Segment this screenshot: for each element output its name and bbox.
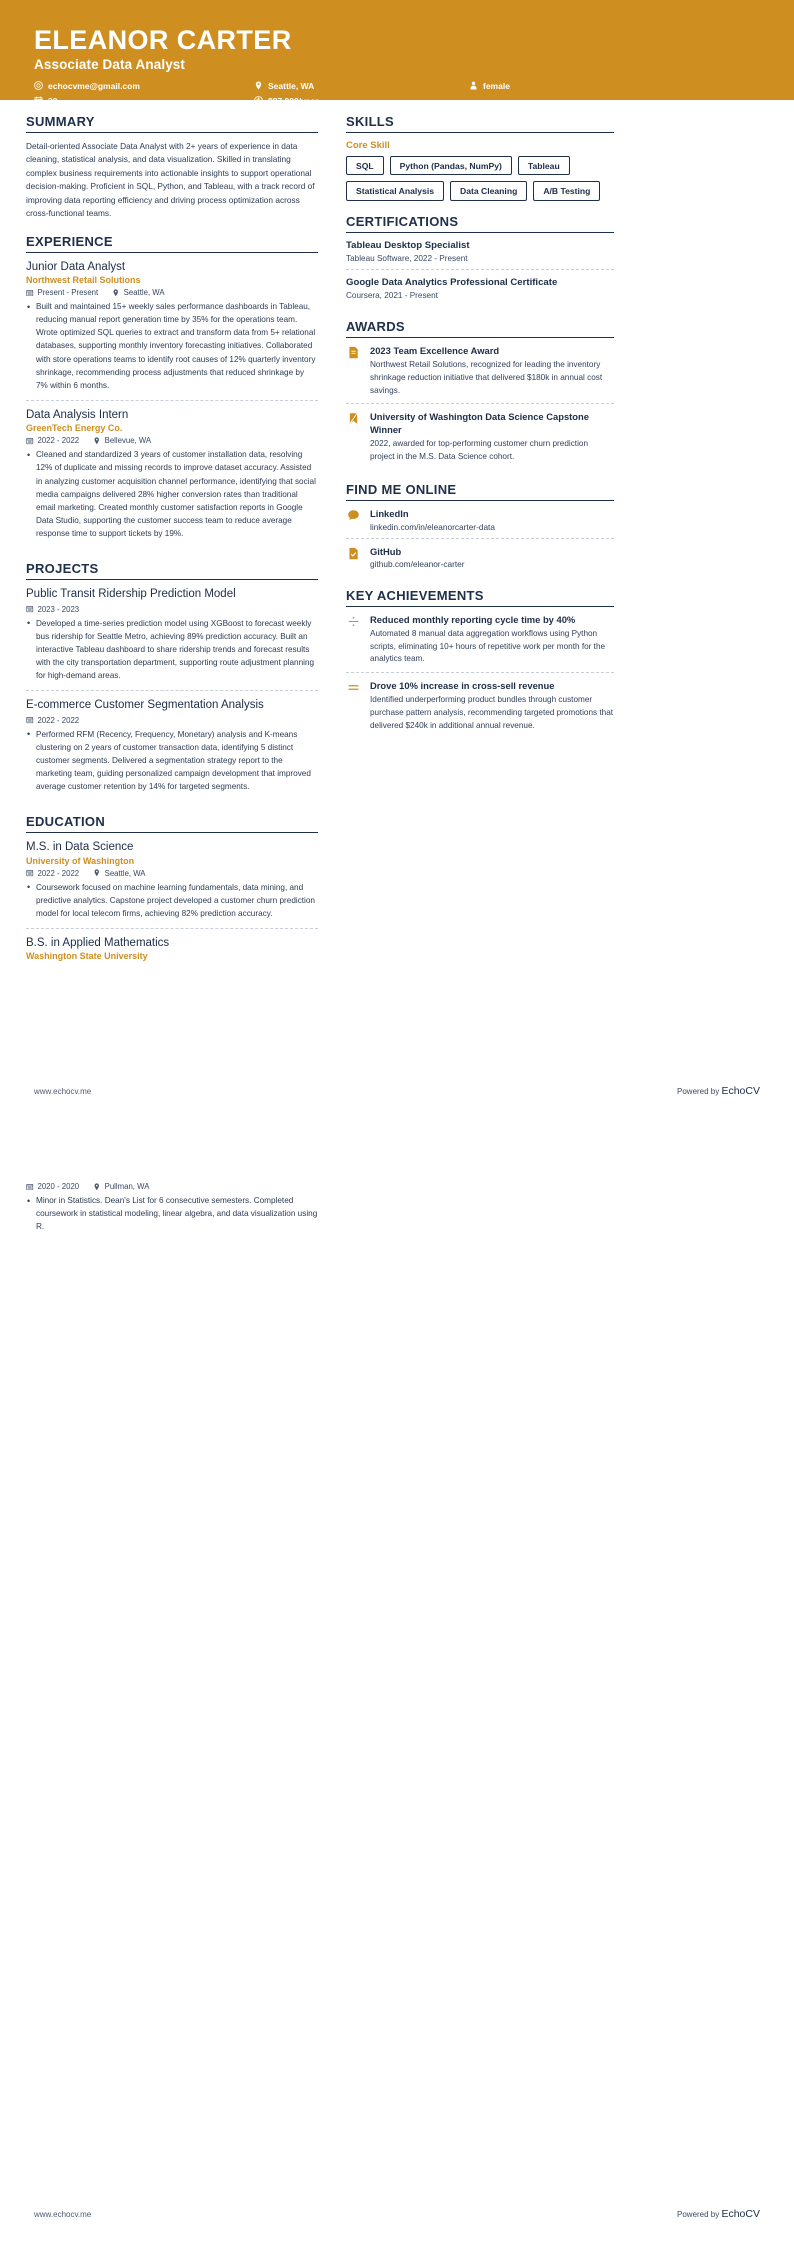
achievement-item [346, 680, 614, 738]
entry-dates [26, 1182, 79, 1191]
page-footer [0, 2208, 794, 2220]
contact-age [34, 96, 254, 106]
entry-location-text: Bellevue, WA [104, 436, 152, 446]
entry-org: University of Washington [26, 855, 135, 866]
divide-icon [346, 614, 361, 666]
resume-page-2 [0, 1123, 794, 2246]
certification-issuer: Tableau Software, 2022 - Present [346, 253, 468, 263]
find-me-online-heading: FIND ME ONLINE [346, 482, 457, 498]
summary-heading: SUMMARY [26, 114, 95, 129]
skill-chip: A/B Testing [533, 181, 600, 200]
footer-brand [677, 2208, 760, 2220]
page-title: ELEANOR CARTER [34, 25, 292, 55]
divider [346, 672, 614, 673]
person-icon [469, 81, 478, 90]
resume-body [0, 100, 794, 981]
entry-dates-text: 2023 - 2023 [37, 604, 80, 614]
contact-age-text: 30 [48, 95, 58, 106]
divider [26, 832, 318, 833]
entry-dates-text: 2022 - 2022 [37, 715, 80, 725]
bullet: • Performed RFM (Recency, Frequency, Monetary) analysis and K-means clustering on 2 years of customer transaction data, identifying 5 distinct customer segments. Delivered a segmentation strategy report to the marketing team, guiding personalized campaign development that improved average customer retention by 14% for targeted segments. [26, 728, 318, 794]
online-profile-body [370, 508, 614, 531]
entry-org: GreenTech Energy Co. [26, 423, 123, 434]
entry-location-text: Seattle, WA [104, 868, 146, 878]
entry-dates-text: 2022 - 2022 [37, 868, 80, 878]
money-icon [254, 96, 263, 105]
contact-email-text: echocvme@gmail.com [48, 80, 140, 91]
achievement-name: Reduced monthly reporting cycle time by 40% [370, 613, 576, 625]
page-footer [0, 1085, 794, 1097]
footer-brand-prefix: Powered by [677, 1087, 722, 1096]
divider [26, 690, 318, 691]
contact-salary [254, 96, 469, 106]
entry-bullets [26, 1194, 318, 1233]
section-summary [26, 114, 318, 221]
section-certifications [346, 214, 614, 307]
award-description: 2022, awarded for top-performing customer churn prediction project in the M.S. Data Science cohort. [370, 438, 588, 461]
experience-entry [26, 260, 318, 400]
entry-location-text: Seattle, WA [123, 288, 165, 297]
document-check-icon [346, 546, 361, 569]
contact-salary-text: $97,000/year [268, 95, 319, 106]
award-name: 2023 Team Excellence Award [370, 345, 500, 357]
entry-role: Junior Data Analyst [26, 260, 126, 273]
ribbon-bookmark-icon [346, 411, 361, 463]
contact-gender [469, 81, 760, 91]
contact-location [254, 81, 469, 91]
divider [346, 232, 614, 233]
entry-role: Data Analysis Intern [26, 408, 129, 421]
online-profile-item[interactable] [346, 508, 614, 537]
footer-brand-name: EchoCV [721, 2208, 760, 2220]
entry-dates-text: Present - Present [37, 288, 99, 297]
online-profile-url[interactable]: github.com/eleanor-carter [370, 558, 465, 569]
skill-chip: SQL [346, 156, 384, 175]
section-find-me-online [346, 482, 614, 574]
section-key-achievements [346, 588, 614, 739]
email-icon [34, 81, 43, 90]
location-pin-icon [93, 1183, 101, 1191]
calendar-icon [26, 1183, 34, 1191]
achievement-body [370, 614, 614, 666]
certification-name: Tableau Desktop Specialist [346, 239, 470, 251]
calendar-icon [26, 869, 34, 877]
footer-website[interactable]: www.echocv.me [34, 1087, 92, 1096]
entry-location-text: Pullman, WA [104, 1182, 150, 1191]
right-column [346, 114, 614, 981]
skills-category-label: Core Skill [346, 140, 390, 151]
entry-org: Northwest Retail Solutions [26, 275, 141, 285]
divider [26, 579, 318, 580]
entry-location [93, 436, 151, 445]
education-entry-continued [26, 1182, 318, 1241]
entry-bullets [26, 300, 318, 392]
calendar-icon [26, 716, 34, 724]
entry-meta [26, 436, 318, 445]
calendar-icon [26, 289, 34, 297]
bullet: • Built and maintained 15+ weekly sales performance dashboards in Tableau, reducing manual report generation time by 35% for the operations team. Wrote optimized SQL queries to extract and transform data from 5+ relational databases, supporting monthly inventory forecasting initiatives. Collaborated with store operations teams to identify root causes of 12% quarterly inventory shrinkage, recommending process adjustments that reduced shrinkage by 7% within 6 months. [26, 300, 318, 392]
entry-meta [26, 288, 318, 297]
divider [26, 928, 318, 929]
location-pin-icon [112, 289, 120, 297]
equals-icon [346, 680, 361, 732]
education-entry [26, 936, 318, 968]
achievement-name: Drove 10% increase in cross-sell revenue [370, 680, 555, 692]
entry-dates [26, 605, 79, 614]
divider [346, 403, 614, 404]
bullet: • Cleaned and standardized 3 years of customer installation data, resolving 12% of duplicate and missing records to improve dataset accuracy. Assisted in analyzing customer acquisition channel performance, identifying that social media campaigns delivered 28% higher conversion rates than traditional email marketing. Created monthly customer satisfaction reports in Google Data Studio, supporting the customer success team to reduce average response time to support tickets by 19%. [26, 448, 318, 540]
experience-heading: EXPERIENCE [26, 233, 113, 249]
entry-role: B.S. in Applied Mathematics [26, 936, 170, 949]
skill-chip: Tableau [518, 156, 570, 175]
award-body [370, 345, 614, 397]
job-title: Associate Data Analyst [34, 56, 186, 72]
summary-text: Detail-oriented Associate Data Analyst with 2+ years of experience in data cleaning, statistical analysis, and data visualization. Skilled in translating complex business requirements into actionable insights to support operational decision-making. Proficient in SQL, Python, and Tableau, with a track record of improving data reporting efficiency and driving process optimization across cross-functional teams. [26, 141, 315, 219]
entry-dates-text: 2022 - 2022 [37, 436, 80, 446]
skill-chip-list [346, 156, 614, 201]
online-profile-body [370, 546, 614, 569]
footer-brand [677, 1085, 760, 1097]
certifications-heading: CERTIFICATIONS [346, 213, 459, 229]
entry-role: E-commerce Customer Segmentation Analysis [26, 699, 264, 712]
entry-location [93, 869, 145, 878]
skill-chip: Python (Pandas, NumPy) [390, 156, 512, 175]
award-name: University of Washington Data Science Capstone Winner [370, 411, 589, 435]
entry-meta [26, 716, 318, 725]
left-column [26, 114, 318, 981]
entry-bullets [26, 448, 318, 540]
online-profile-name: GitHub [370, 545, 402, 557]
bullet: • Minor in Statistics. Dean's List for 6 consecutive semesters. Completed coursework in statistical modeling, linear algebra, and data visualization using R. [26, 1194, 318, 1233]
section-skills [346, 114, 614, 201]
awards-heading: AWARDS [346, 319, 405, 335]
header-banner [0, 0, 794, 106]
calendar-icon [26, 437, 34, 445]
online-profile-name: LinkedIn [370, 508, 409, 520]
achievement-description: Identified underperforming product bundles through customer purchase pattern analysis, recommending targeted promotions that delivered $240k in additional annual revenue. [370, 695, 614, 730]
footer-brand-name: EchoCV [721, 1085, 760, 1097]
entry-location [93, 1182, 149, 1191]
divider [346, 132, 614, 133]
entry-dates [26, 716, 79, 725]
contact-gender-text: female [483, 80, 510, 91]
speech-bubble-icon [346, 508, 361, 531]
entry-meta [26, 605, 318, 614]
award-item [346, 345, 614, 403]
contact-email [34, 81, 254, 91]
divider [346, 538, 614, 539]
section-education [26, 814, 318, 968]
entry-role: Public Transit Ridership Prediction Model [26, 588, 236, 601]
award-description: Northwest Retail Solutions, recognized for leading the inventory shrinkage reduction initiative that delivered $180k in annual cost savings. [370, 360, 603, 395]
certificate-document-icon [346, 345, 361, 397]
entry-dates [26, 869, 79, 878]
skill-chip: Data Cleaning [450, 181, 527, 200]
calendar-icon [26, 605, 34, 613]
education-entry [26, 840, 318, 928]
divider [346, 500, 614, 501]
section-projects [26, 561, 318, 801]
certification-name: Google Data Analytics Professional Certificate [346, 276, 558, 288]
entry-role: M.S. in Data Science [26, 841, 134, 854]
award-item [346, 411, 614, 469]
divider [346, 337, 614, 338]
key-achievements-heading: KEY ACHIEVEMENTS [346, 587, 484, 603]
section-awards [346, 319, 614, 469]
entry-dates [26, 436, 79, 445]
divider [26, 252, 318, 253]
project-entry [26, 587, 318, 690]
skill-chip: Statistical Analysis [346, 181, 444, 200]
project-entry [26, 698, 318, 801]
entry-bullets [26, 617, 318, 683]
bullet: • Coursework focused on machine learning fundamentals, data mining, and predictive analytics. Capstone project developed a customer churn prediction model for local telecom firms, achieving 82% prediction accuracy. [26, 881, 318, 920]
footer-brand-prefix: Powered by [677, 2210, 722, 2219]
projects-heading: PROJECTS [26, 561, 99, 577]
certification-item [346, 277, 614, 306]
bullet: • Developed a time-series prediction model using XGBoost to forecast weekly bus ridership for Seattle Metro, achieving 89% prediction accuracy. Built an interactive Tableau dashboard to share ridership trends and forecast results with the city transportation department, supporting route adjustment planning for high-demand areas. [26, 617, 318, 683]
certification-issuer: Coursera, 2021 - Present [346, 291, 438, 301]
entry-bullets [26, 881, 318, 920]
footer-website[interactable]: www.echocv.me [34, 2210, 92, 2219]
page2-body [0, 1123, 794, 1241]
entry-dates-text: 2020 - 2020 [37, 1182, 80, 1191]
section-experience [26, 234, 318, 549]
location-pin-icon [254, 81, 263, 90]
certification-item [346, 240, 614, 269]
divider [26, 132, 318, 133]
entry-meta [26, 1182, 318, 1191]
achievement-description: Automated 8 manual data aggregation workflows using Python scripts, eliminating 10+ hours of repetitive work per month for the analytics team. [370, 628, 606, 664]
divider [346, 269, 614, 270]
award-body [370, 411, 614, 463]
divider [26, 400, 318, 401]
experience-entry [26, 408, 318, 548]
entry-bullets [26, 728, 318, 794]
skills-heading: SKILLS [346, 114, 395, 129]
achievement-item [346, 614, 614, 672]
location-pin-icon [93, 437, 101, 445]
entry-location [112, 288, 164, 297]
education-heading: EDUCATION [26, 814, 106, 830]
online-profile-item[interactable] [346, 546, 614, 575]
location-pin-icon [93, 869, 101, 877]
calendar-icon [34, 96, 43, 105]
online-profile-url[interactable]: linkedin.com/in/eleanorcarter-data [370, 521, 495, 532]
entry-dates [26, 288, 98, 297]
achievement-body [370, 680, 614, 732]
divider [346, 606, 614, 607]
contact-location-text: Seattle, WA [268, 80, 315, 91]
entry-org: Washington State University [26, 951, 148, 962]
left-column-continued [26, 1182, 318, 1241]
entry-meta [26, 869, 318, 878]
